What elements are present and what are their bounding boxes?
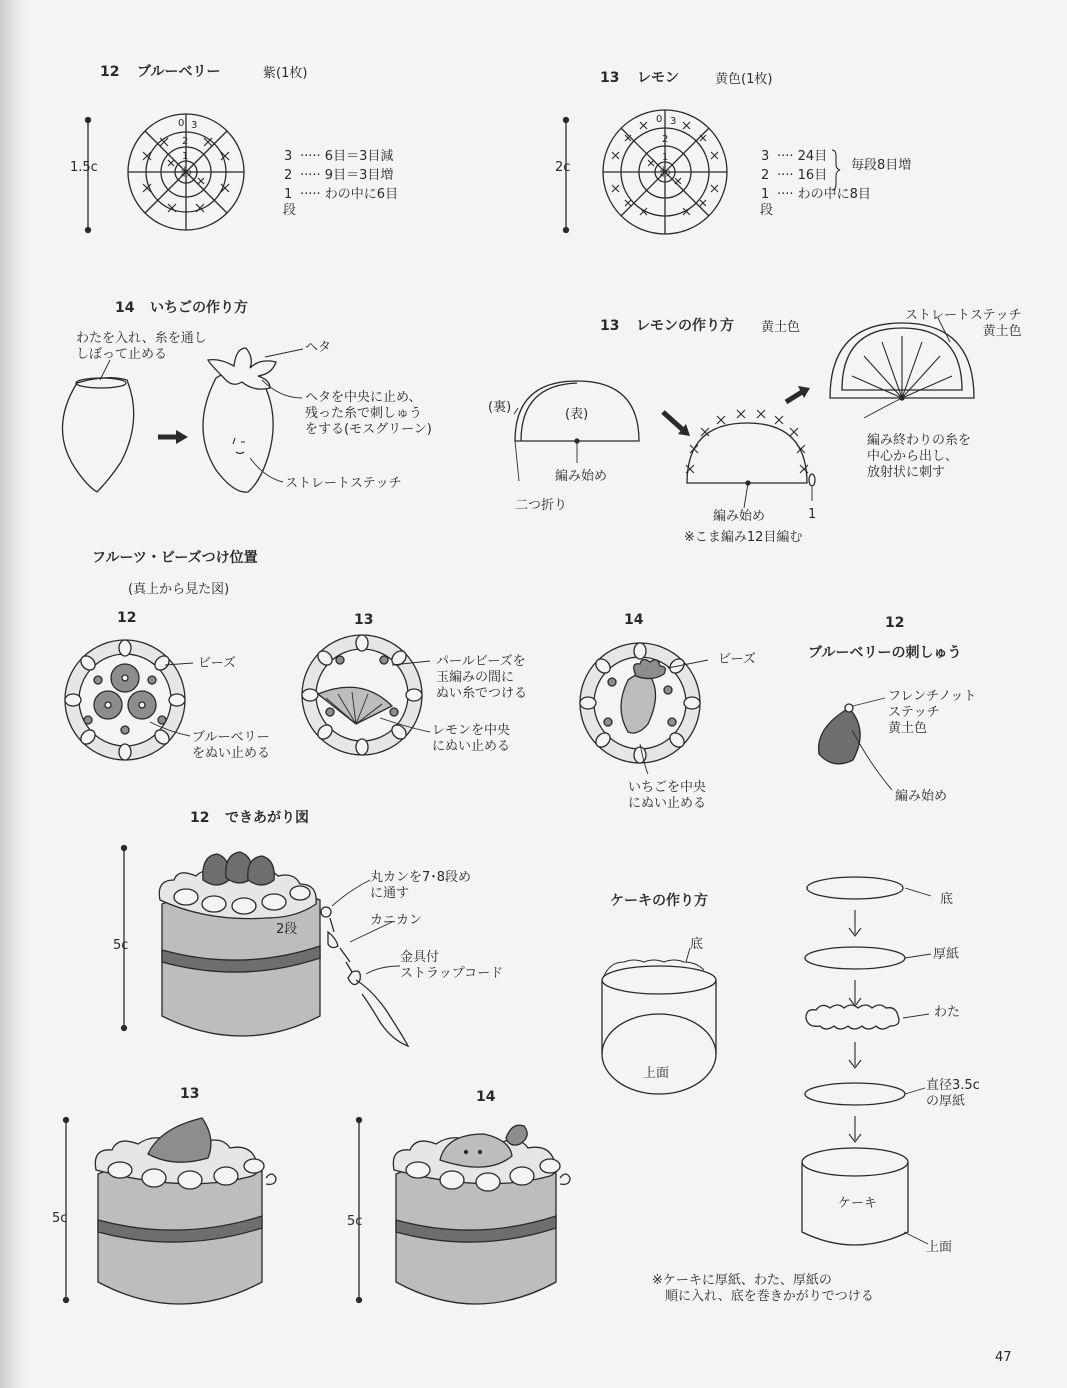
lemon-row-3-num: 3 xyxy=(761,149,770,164)
blueberry-row-2-text: ····· 9目＝3目増 xyxy=(300,168,394,183)
lemon-start-label-2: 編み始め xyxy=(713,509,766,524)
blueberry-size: 1.5c xyxy=(70,160,98,175)
blueberry-embroidery-start: 編み始め xyxy=(895,789,948,804)
finished-12-clasp: カニカン xyxy=(370,913,423,928)
lemon-fold-label: 二つ折り xyxy=(515,498,568,513)
bead-diagram-12-number: 12 xyxy=(117,610,137,626)
blueberry-row-3-num: 3 xyxy=(284,149,293,164)
lemon-size: 2c xyxy=(555,160,571,175)
blueberry-row-3-text: ····· 6目＝3目減 xyxy=(300,149,394,164)
bead-diagram-12 xyxy=(65,640,193,760)
finished-12-title: できあがり図 xyxy=(225,810,309,826)
blueberry-color: 紫(1枚) xyxy=(263,66,308,81)
finished-14-number: 14 xyxy=(476,1089,496,1105)
lemon-front-label: (表) xyxy=(565,407,589,422)
blueberry-embroidery-drawing xyxy=(819,698,892,790)
lemon-back-label: (裏) xyxy=(488,400,512,415)
blueberry-chart-center: わ xyxy=(180,165,193,179)
finished-13-number: 13 xyxy=(180,1086,200,1102)
lemon-bracket-note: 毎段8目増 xyxy=(851,158,912,173)
bead-positions-title: フルーツ・ビーズつけ位置 xyxy=(92,550,258,566)
strawberry-stuff-note: わたを入れ、糸を通し しぼって止める xyxy=(76,331,207,362)
cake-method-drawing xyxy=(602,877,931,1245)
lemon-row-2-text: ···· 16目 xyxy=(777,168,828,183)
lemon-chart-center: わ xyxy=(659,165,672,179)
lemon-row-1-text: ···· わの中に8目 xyxy=(777,187,871,202)
finished-12-drawing xyxy=(122,846,409,1047)
blueberry-embroidery-title: ブルーベリーの刺しゅう xyxy=(808,645,962,661)
strawberry-calyx-label: ヘタ xyxy=(305,340,332,355)
cake-step-cardboard-35: 直径3.5c の厚紙 xyxy=(926,1078,980,1109)
cake-method-note: ※ケーキに厚紙、わた、厚紙の 順に入れ、底を巻きかがりでつける xyxy=(652,1273,874,1304)
blueberry-row-1-text: ····· わの中に6目 xyxy=(300,187,399,202)
blueberry-chart-n0: 0 xyxy=(178,118,185,129)
blueberry-embroidery-number: 12 xyxy=(885,615,905,631)
blueberry-row-unit: 段 xyxy=(283,203,297,218)
cake-top-face-label: 上面 xyxy=(926,1240,953,1255)
lemon-row-2-num: 2 xyxy=(761,168,770,183)
cake-label: ケーキ xyxy=(838,1196,878,1211)
cake-bottom-label: 底 xyxy=(690,937,704,952)
blueberry-crochet-chart xyxy=(86,114,245,233)
finished-12-ring-note: 丸カンを7･8段め に通す xyxy=(370,870,472,901)
blueberry-embroidery-knot: フレンチノット ステッチ 黄土色 xyxy=(888,689,977,736)
lemon-method-color: 黄土色 xyxy=(761,320,801,335)
lemon-row-1-num: 1 xyxy=(761,187,770,202)
strawberry-stitch-label: ストレートステッチ xyxy=(285,476,402,491)
finished-12-strap: 金具付 ストラップコード xyxy=(400,950,504,981)
lemon-end-note: 編み終わりの糸を 中心から出し、 放射状に刺す xyxy=(867,433,972,480)
strawberry-method-drawing xyxy=(62,348,303,492)
bead-positions-subtitle: (真上から見た図) xyxy=(128,582,230,597)
cake-top-label: 上面 xyxy=(643,1066,670,1081)
bead-diagram-14-number: 14 xyxy=(624,612,644,628)
finished-12-number: 12 xyxy=(190,810,210,826)
lemon-chart-n2: 2 xyxy=(662,134,669,145)
strawberry-method-number: 14 xyxy=(115,300,135,316)
lemon-straight-stitch-label: ストレートステッチ 黄土色 xyxy=(905,308,1022,339)
bead-diagram-13-sew: レモンを中央 にぬい止める xyxy=(432,723,511,754)
finished-14-height: 5c xyxy=(347,1214,363,1229)
cake-step-bottom: 底 xyxy=(940,892,954,907)
bead-diagram-12-sew: ブルーベリー をぬい止める xyxy=(192,730,271,761)
lemon-color: 黄色(1枚) xyxy=(715,72,773,87)
blueberry-chart-n1: 1 xyxy=(182,151,189,162)
finished-13-drawing xyxy=(64,1118,277,1305)
finished-12-height: 5c xyxy=(113,938,129,953)
finished-14-drawing xyxy=(357,1118,571,1305)
lemon-chart-n1: 1 xyxy=(662,152,669,163)
strawberry-calyx-note: ヘタを中央に止め、 残った糸で刺しゅう をする(モスグリーン) xyxy=(305,390,432,437)
blueberry-chart-n2: 2 xyxy=(182,136,189,147)
cake-step-cardboard: 厚紙 xyxy=(933,947,960,962)
blueberry-row-1-num: 1 xyxy=(284,187,293,202)
lemon-title: レモン xyxy=(637,70,679,86)
bead-diagram-12-beads: ビーズ xyxy=(198,656,236,671)
lemon-row-count: 1 xyxy=(808,507,817,522)
strawberry-method-title: いちごの作り方 xyxy=(150,300,248,316)
bead-diagram-14-sew: いちごを中央 にぬい止める xyxy=(628,780,707,811)
cake-method-title: ケーキの作り方 xyxy=(610,893,708,909)
bead-diagram-13-pearl: パールビーズを 玉編みの間に ぬい糸でつける xyxy=(436,654,528,701)
lemon-row-bracket xyxy=(832,150,840,190)
bead-diagram-13 xyxy=(302,635,430,755)
bead-diagram-14-beads: ビーズ xyxy=(718,652,756,667)
lemon-number: 13 xyxy=(600,70,620,86)
finished-12-row2: 2段 xyxy=(276,922,298,937)
lemon-row-unit: 段 xyxy=(760,203,774,218)
blueberry-title: ブルーベリー xyxy=(137,64,221,80)
finished-13-height: 5c xyxy=(52,1211,68,1226)
lemon-row-3-text: ···· 24目 xyxy=(777,149,828,164)
page-number: 47 xyxy=(995,1350,1012,1365)
cake-step-cotton: わた xyxy=(934,1005,961,1020)
lemon-start-label-1: 編み始め xyxy=(555,469,608,484)
lemon-crochet-chart xyxy=(564,110,728,234)
bead-diagram-14 xyxy=(580,643,708,774)
lemon-method-note: ※こま編み12目編む xyxy=(684,530,803,545)
blueberry-number: 12 xyxy=(100,64,120,80)
lemon-method-number: 13 xyxy=(600,318,620,334)
lemon-chart-n3: 3 xyxy=(670,116,677,127)
lemon-chart-n0: 0 xyxy=(656,114,663,125)
lemon-method-title: レモンの作り方 xyxy=(636,318,734,334)
bead-diagram-13-number: 13 xyxy=(354,612,374,628)
blueberry-chart-n3: 3 xyxy=(191,120,198,131)
blueberry-row-2-num: 2 xyxy=(284,168,293,183)
